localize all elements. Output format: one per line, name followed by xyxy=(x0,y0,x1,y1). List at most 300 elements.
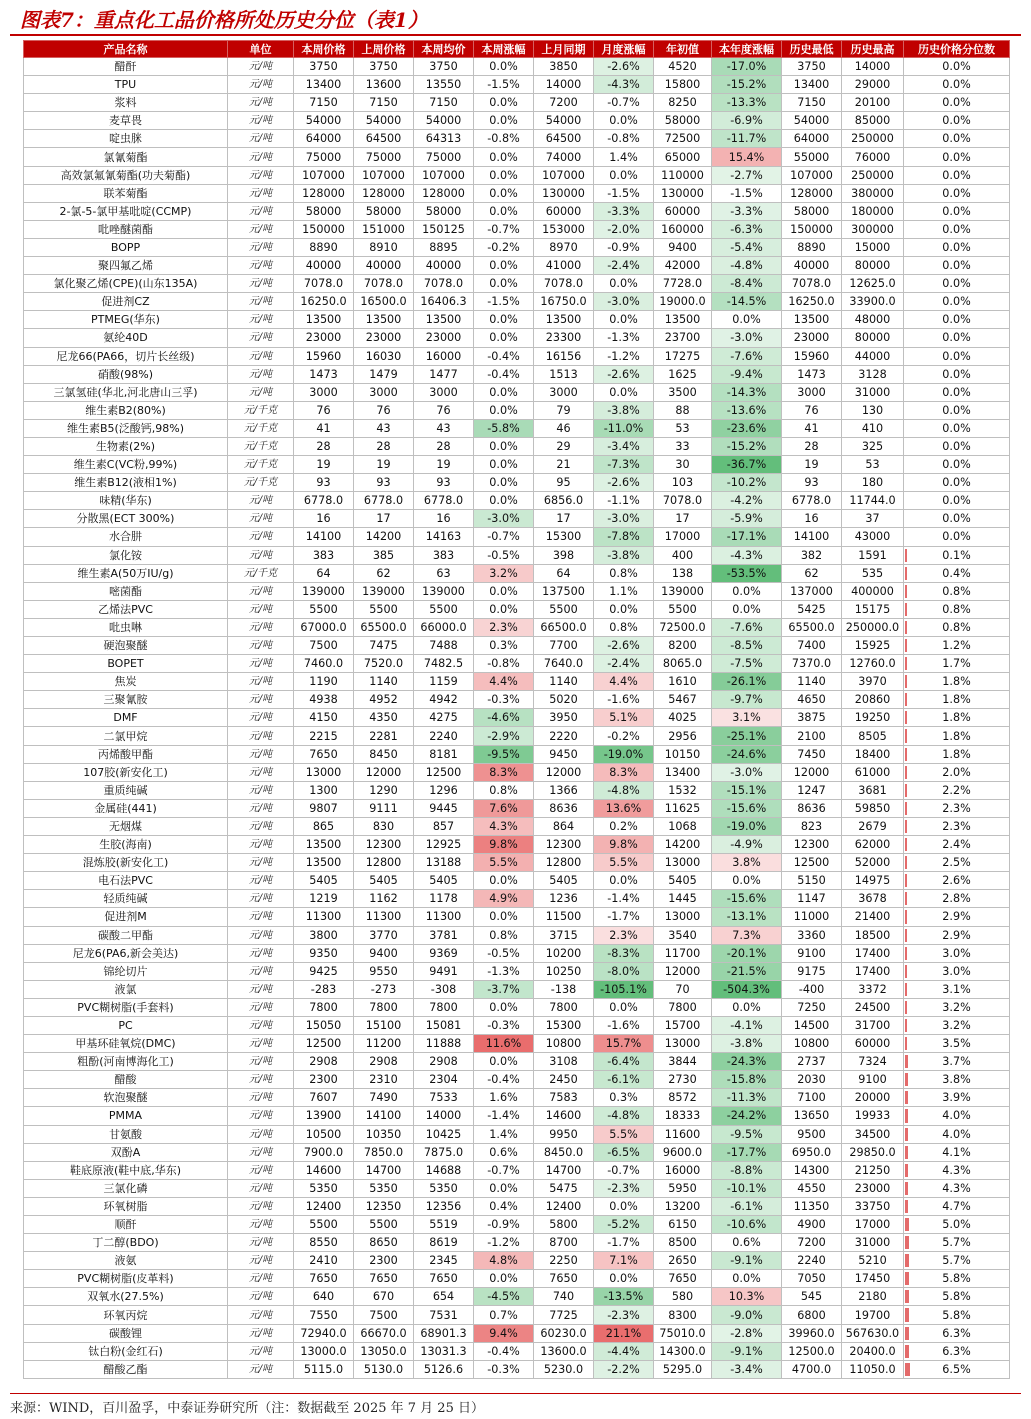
value-cell: 7324 xyxy=(842,1053,904,1071)
value-cell: 20100 xyxy=(842,94,904,112)
change-cell: -11.7% xyxy=(712,130,782,148)
table-row xyxy=(24,311,1010,329)
change-cell: -4.6% xyxy=(474,709,534,727)
percentile-bar xyxy=(905,947,907,960)
value-cell: 7078.0 xyxy=(654,492,712,510)
unit-cell: 元/吨 xyxy=(228,166,294,184)
value-cell: 13200 xyxy=(654,1197,712,1215)
value-cell: 7800 xyxy=(654,998,712,1016)
change-cell: -504.3% xyxy=(712,980,782,998)
value-cell: 107000 xyxy=(354,166,414,184)
column-header: 月度涨幅 xyxy=(594,41,654,58)
value-cell: 2956 xyxy=(654,727,712,745)
value-cell: 16 xyxy=(414,510,474,528)
percentile-value: 5.8% xyxy=(942,1308,971,1322)
percentile-cell xyxy=(904,709,1010,727)
change-cell: -15.6% xyxy=(712,890,782,908)
change-cell: -3.7% xyxy=(474,980,534,998)
percentile-bar xyxy=(905,1073,908,1086)
product-name: 顺酐 xyxy=(24,1216,228,1234)
unit-cell: 元/吨 xyxy=(228,1179,294,1197)
unit-cell: 元/吨 xyxy=(228,817,294,835)
change-cell: -0.8% xyxy=(474,655,534,673)
percentile-cell xyxy=(904,130,1010,148)
product-name: 维生素A(50万IU/g) xyxy=(24,564,228,582)
product-name: TPU xyxy=(24,76,228,94)
percentile-cell xyxy=(904,962,1010,980)
value-cell: 15300 xyxy=(534,528,594,546)
value-cell: 398 xyxy=(534,546,594,564)
value-cell: 670 xyxy=(354,1288,414,1306)
value-cell: 7078.0 xyxy=(782,275,842,293)
table-row xyxy=(24,293,1010,311)
value-cell: 13500 xyxy=(294,311,354,329)
value-cell: 11744.0 xyxy=(842,492,904,510)
product-name: 吡唑醚菌酯 xyxy=(24,220,228,238)
change-cell: 0.0% xyxy=(474,275,534,293)
product-name: 二氯甲烷 xyxy=(24,727,228,745)
value-cell: 11300 xyxy=(294,908,354,926)
table-row xyxy=(24,383,1010,401)
change-cell: 0.0% xyxy=(474,202,534,220)
value-cell: 11200 xyxy=(354,1035,414,1053)
change-cell: 15.7% xyxy=(594,1035,654,1053)
change-cell: 4.8% xyxy=(474,1252,534,1270)
value-cell: 11350 xyxy=(782,1197,842,1215)
value-cell: 7078.0 xyxy=(354,275,414,293)
value-cell: 107000 xyxy=(534,166,594,184)
value-cell: 42000 xyxy=(654,257,712,275)
value-cell: 29000 xyxy=(842,76,904,94)
value-cell: 380000 xyxy=(842,184,904,202)
value-cell: 8895 xyxy=(414,238,474,256)
value-cell: 41 xyxy=(782,419,842,437)
table-row xyxy=(24,94,1010,112)
percentile-value: 0.0% xyxy=(942,114,971,128)
percentile-bar xyxy=(905,693,907,706)
value-cell: 14100 xyxy=(782,528,842,546)
unit-cell: 元/吨 xyxy=(228,926,294,944)
value-cell: 6778.0 xyxy=(354,492,414,510)
percentile-cell xyxy=(904,1342,1010,1360)
percentile-bar xyxy=(905,1345,909,1358)
value-cell: 64 xyxy=(534,564,594,582)
value-cell: 14200 xyxy=(654,836,712,854)
percentile-bar xyxy=(905,1327,909,1340)
value-cell: 2737 xyxy=(782,1053,842,1071)
value-cell: 14975 xyxy=(842,872,904,890)
value-cell: 39960.0 xyxy=(782,1324,842,1342)
value-cell: 10800 xyxy=(782,1035,842,1053)
table-row xyxy=(24,1143,1010,1161)
change-cell: -3.3% xyxy=(594,202,654,220)
product-name: 生物素(2%) xyxy=(24,437,228,455)
value-cell: 21250 xyxy=(842,1161,904,1179)
change-cell: -0.2% xyxy=(474,238,534,256)
value-cell: 31000 xyxy=(842,1234,904,1252)
percentile-value: 0.0% xyxy=(942,78,971,92)
value-cell: 48000 xyxy=(842,311,904,329)
value-cell: 139000 xyxy=(654,582,712,600)
value-cell: 5115.0 xyxy=(294,1360,354,1378)
unit-cell: 元/吨 xyxy=(228,799,294,817)
value-cell: 14300.0 xyxy=(654,1342,712,1360)
value-cell: 7550 xyxy=(294,1306,354,1324)
percentile-cell xyxy=(904,1324,1010,1342)
change-cell: -3.0% xyxy=(712,329,782,347)
unit-cell: 元/吨 xyxy=(228,890,294,908)
value-cell: 1290 xyxy=(354,781,414,799)
product-name: 丙烯酸甲酯 xyxy=(24,745,228,763)
value-cell: 4900 xyxy=(782,1216,842,1234)
value-cell: 8181 xyxy=(414,745,474,763)
percentile-bar xyxy=(905,585,907,598)
value-cell: 88 xyxy=(654,401,712,419)
column-header: 本周均价 xyxy=(414,41,474,58)
value-cell: 1296 xyxy=(414,781,474,799)
percentile-value: 4.1% xyxy=(942,1145,971,1159)
change-cell: -0.7% xyxy=(594,1161,654,1179)
percentile-value: 0.0% xyxy=(942,530,971,544)
value-cell: 5405 xyxy=(534,872,594,890)
value-cell: 1473 xyxy=(782,365,842,383)
product-name: 液氨 xyxy=(24,1252,228,1270)
percentile-value: 4.0% xyxy=(942,1109,971,1123)
unit-cell: 元/千克 xyxy=(228,474,294,492)
value-cell: 1140 xyxy=(534,673,594,691)
percentile-value: 2.5% xyxy=(942,856,971,870)
value-cell: 3875 xyxy=(782,709,842,727)
value-cell: 66670.0 xyxy=(354,1324,414,1342)
value-cell: 9175 xyxy=(782,962,842,980)
percentile-value: 0.0% xyxy=(942,186,971,200)
value-cell: 58000 xyxy=(354,202,414,220)
table-row xyxy=(24,419,1010,437)
value-cell: 7583 xyxy=(534,1089,594,1107)
change-cell: 13.6% xyxy=(594,799,654,817)
percentile-value: 0.0% xyxy=(942,60,971,74)
value-cell: 75010.0 xyxy=(654,1324,712,1342)
value-cell: 79 xyxy=(534,401,594,419)
table-row xyxy=(24,1016,1010,1034)
value-cell: 5500 xyxy=(294,600,354,618)
percentile-value: 3.9% xyxy=(942,1091,971,1105)
percentile-cell xyxy=(904,926,1010,944)
percentile-cell xyxy=(904,1161,1010,1179)
value-cell: 16156 xyxy=(534,347,594,365)
percentile-bar xyxy=(905,1363,910,1376)
percentile-value: 0.0% xyxy=(942,168,971,182)
table-row xyxy=(24,709,1010,727)
title-rule xyxy=(10,34,1021,36)
change-cell: -0.4% xyxy=(474,1071,534,1089)
product-name: BOPP xyxy=(24,238,228,256)
value-cell: 12300 xyxy=(534,836,594,854)
value-cell: 2281 xyxy=(354,727,414,745)
percentile-bar xyxy=(905,1272,909,1285)
percentile-bar xyxy=(905,838,907,851)
product-name: 硝酸(98%) xyxy=(24,365,228,383)
percentile-cell xyxy=(904,238,1010,256)
change-cell: 0.0% xyxy=(594,383,654,401)
value-cell: 7078.0 xyxy=(294,275,354,293)
change-cell: 0.8% xyxy=(474,926,534,944)
change-cell: -5.4% xyxy=(712,238,782,256)
value-cell: 65000 xyxy=(654,148,712,166)
percentile-cell xyxy=(904,383,1010,401)
product-name: DMF xyxy=(24,709,228,727)
value-cell: 17400 xyxy=(842,944,904,962)
product-name: 联苯菊酯 xyxy=(24,184,228,202)
value-cell: 43000 xyxy=(842,528,904,546)
product-name: PVC糊树脂(皮革料) xyxy=(24,1270,228,1288)
value-cell: 17275 xyxy=(654,347,712,365)
value-cell: 7728.0 xyxy=(654,275,712,293)
value-cell: 54000 xyxy=(534,112,594,130)
percentile-value: 5.8% xyxy=(942,1290,971,1304)
percentile-cell xyxy=(904,112,1010,130)
value-cell: 107000 xyxy=(294,166,354,184)
change-cell: -3.0% xyxy=(474,510,534,528)
value-cell: 12500.0 xyxy=(782,1342,842,1360)
product-name: 醋酸乙酯 xyxy=(24,1360,228,1378)
change-cell: -23.6% xyxy=(712,419,782,437)
value-cell: 5020 xyxy=(534,691,594,709)
change-cell: -4.3% xyxy=(594,76,654,94)
value-cell: 9500 xyxy=(782,1125,842,1143)
value-cell: 23000 xyxy=(414,329,474,347)
value-cell: -273 xyxy=(354,980,414,998)
change-cell: 3.1% xyxy=(712,709,782,727)
value-cell: 535 xyxy=(842,564,904,582)
value-cell: 4700.0 xyxy=(782,1360,842,1378)
percentile-cell xyxy=(904,202,1010,220)
percentile-value: 0.0% xyxy=(942,476,971,490)
percentile-cell xyxy=(904,94,1010,112)
product-name: 氯氰菊酯 xyxy=(24,148,228,166)
unit-cell: 元/吨 xyxy=(228,962,294,980)
value-cell: 654 xyxy=(414,1288,474,1306)
percentile-cell xyxy=(904,293,1010,311)
change-cell: 1.4% xyxy=(594,148,654,166)
value-cell: 9600.0 xyxy=(654,1143,712,1161)
table-row xyxy=(24,401,1010,419)
change-cell: -0.3% xyxy=(474,1360,534,1378)
change-cell: -6.5% xyxy=(594,1143,654,1161)
value-cell: 10425 xyxy=(414,1125,474,1143)
value-cell: 15081 xyxy=(414,1016,474,1034)
product-name: 味精(华东) xyxy=(24,492,228,510)
change-cell: -6.3% xyxy=(712,220,782,238)
value-cell: 55000 xyxy=(782,148,842,166)
percentile-cell xyxy=(904,1143,1010,1161)
value-cell: -138 xyxy=(534,980,594,998)
value-cell: 5519 xyxy=(414,1216,474,1234)
change-cell: -10.1% xyxy=(712,1179,782,1197)
percentile-cell xyxy=(904,564,1010,582)
product-name: 2-氯-5-氯甲基吡啶(CCMP) xyxy=(24,202,228,220)
value-cell: 3715 xyxy=(534,926,594,944)
value-cell: 80000 xyxy=(842,257,904,275)
value-cell: 19700 xyxy=(842,1306,904,1324)
value-cell: 54000 xyxy=(414,112,474,130)
value-cell: 3781 xyxy=(414,926,474,944)
value-cell: 383 xyxy=(414,546,474,564)
change-cell: -105.1% xyxy=(594,980,654,998)
table-row xyxy=(24,1089,1010,1107)
percentile-cell xyxy=(904,419,1010,437)
value-cell: 19250 xyxy=(842,709,904,727)
value-cell: 3000 xyxy=(782,383,842,401)
value-cell: 93 xyxy=(294,474,354,492)
change-cell: 0.0% xyxy=(712,998,782,1016)
change-cell: 0.0% xyxy=(474,908,534,926)
change-cell: -53.5% xyxy=(712,564,782,582)
value-cell: 7520.0 xyxy=(354,655,414,673)
percentile-cell xyxy=(904,1071,1010,1089)
value-cell: 150125 xyxy=(414,220,474,238)
value-cell: 382 xyxy=(782,546,842,564)
value-cell: 33900.0 xyxy=(842,293,904,311)
value-cell: 3770 xyxy=(354,926,414,944)
table-row xyxy=(24,257,1010,275)
value-cell: 7400 xyxy=(782,637,842,655)
unit-cell: 元/吨 xyxy=(228,1053,294,1071)
value-cell: 33 xyxy=(654,437,712,455)
percentile-bar xyxy=(905,1109,908,1122)
percentile-value: 4.3% xyxy=(942,1163,971,1177)
change-cell: -0.4% xyxy=(474,365,534,383)
value-cell: 130000 xyxy=(534,184,594,202)
change-cell: -8.5% xyxy=(712,637,782,655)
value-cell: 23300 xyxy=(534,329,594,347)
change-cell: -21.5% xyxy=(712,962,782,980)
value-cell: 3678 xyxy=(842,890,904,908)
percentile-bar xyxy=(905,874,907,887)
percentile-cell xyxy=(904,763,1010,781)
value-cell: 14500 xyxy=(782,1016,842,1034)
unit-cell: 元/吨 xyxy=(228,1125,294,1143)
value-cell: 6778.0 xyxy=(782,492,842,510)
product-name: 氨纶40D xyxy=(24,329,228,347)
value-cell: 64 xyxy=(294,564,354,582)
table-row xyxy=(24,1107,1010,1125)
product-name: 双氧水(27.5%) xyxy=(24,1288,228,1306)
value-cell: 60000 xyxy=(534,202,594,220)
product-name: 碳酸锂 xyxy=(24,1324,228,1342)
percentile-bar xyxy=(905,549,907,562)
value-cell: 34500 xyxy=(842,1125,904,1143)
unit-cell: 元/吨 xyxy=(228,492,294,510)
product-name: 浆料 xyxy=(24,94,228,112)
value-cell: 19 xyxy=(782,456,842,474)
value-cell: 7650 xyxy=(294,745,354,763)
product-name: 轻质纯碱 xyxy=(24,890,228,908)
value-cell: 67000.0 xyxy=(294,618,354,636)
value-cell: 8619 xyxy=(414,1234,474,1252)
value-cell: 2908 xyxy=(294,1053,354,1071)
change-cell: 0.6% xyxy=(474,1143,534,1161)
value-cell: 16750.0 xyxy=(534,293,594,311)
change-cell: 4.4% xyxy=(474,673,534,691)
value-cell: 3540 xyxy=(654,926,712,944)
column-header: 历史最低 xyxy=(782,41,842,58)
value-cell: 7482.5 xyxy=(414,655,474,673)
product-name: 鞋底原液(鞋中底,华东) xyxy=(24,1161,228,1179)
unit-cell: 元/吨 xyxy=(228,383,294,401)
unit-cell: 元/吨 xyxy=(228,1306,294,1324)
percentile-value: 4.7% xyxy=(942,1199,971,1213)
value-cell: 139000 xyxy=(354,582,414,600)
value-cell: 5130.0 xyxy=(354,1360,414,1378)
value-cell: 5475 xyxy=(534,1179,594,1197)
value-cell: 9445 xyxy=(414,799,474,817)
value-cell: 13500 xyxy=(354,311,414,329)
product-name: 焦炭 xyxy=(24,673,228,691)
change-cell: -9.0% xyxy=(712,1306,782,1324)
unit-cell: 元/吨 xyxy=(228,691,294,709)
percentile-bar xyxy=(905,567,907,580)
value-cell: 250000 xyxy=(842,130,904,148)
percentile-cell xyxy=(904,365,1010,383)
change-cell: 10.3% xyxy=(712,1288,782,1306)
percentile-value: 4.0% xyxy=(942,1127,971,1141)
value-cell: 19 xyxy=(354,456,414,474)
value-cell: 4520 xyxy=(654,58,712,76)
change-cell: 0.0% xyxy=(474,94,534,112)
value-cell: 14100 xyxy=(294,528,354,546)
product-name: 聚四氟乙烯 xyxy=(24,257,228,275)
change-cell: -5.2% xyxy=(594,1216,654,1234)
unit-cell: 元/吨 xyxy=(228,347,294,365)
unit-cell: 元/吨 xyxy=(228,836,294,854)
value-cell: 13600 xyxy=(354,76,414,94)
value-cell: 8250 xyxy=(654,94,712,112)
change-cell: -17.7% xyxy=(712,1143,782,1161)
percentile-value: 1.8% xyxy=(942,711,971,725)
product-name: 双酚A xyxy=(24,1143,228,1161)
value-cell: 7607 xyxy=(294,1089,354,1107)
value-cell: -400 xyxy=(782,980,842,998)
value-cell: 13550 xyxy=(414,76,474,94)
change-cell: -4.2% xyxy=(712,492,782,510)
table-row xyxy=(24,474,1010,492)
value-cell: 7200 xyxy=(782,1234,842,1252)
value-cell: 10150 xyxy=(654,745,712,763)
value-cell: 2030 xyxy=(782,1071,842,1089)
value-cell: 59850 xyxy=(842,799,904,817)
column-header: 历史价格分位数 xyxy=(904,41,1010,58)
table-row xyxy=(24,202,1010,220)
value-cell: 5467 xyxy=(654,691,712,709)
value-cell: 80000 xyxy=(842,329,904,347)
value-cell: 7640.0 xyxy=(534,655,594,673)
change-cell: 5.5% xyxy=(594,1125,654,1143)
product-name: 维生素B12(液相1%) xyxy=(24,474,228,492)
product-name: PTMEG(华东) xyxy=(24,311,228,329)
value-cell: 10250 xyxy=(534,962,594,980)
value-cell: 1477 xyxy=(414,365,474,383)
percentile-bar xyxy=(905,1091,908,1104)
value-cell: 14000 xyxy=(534,76,594,94)
percentile-value: 0.0% xyxy=(942,512,971,526)
value-cell: 9491 xyxy=(414,962,474,980)
change-cell: -4.3% xyxy=(712,546,782,564)
percentile-value: 0.0% xyxy=(942,96,971,110)
table-row xyxy=(24,781,1010,799)
value-cell: 21 xyxy=(534,456,594,474)
percentile-cell xyxy=(904,1179,1010,1197)
